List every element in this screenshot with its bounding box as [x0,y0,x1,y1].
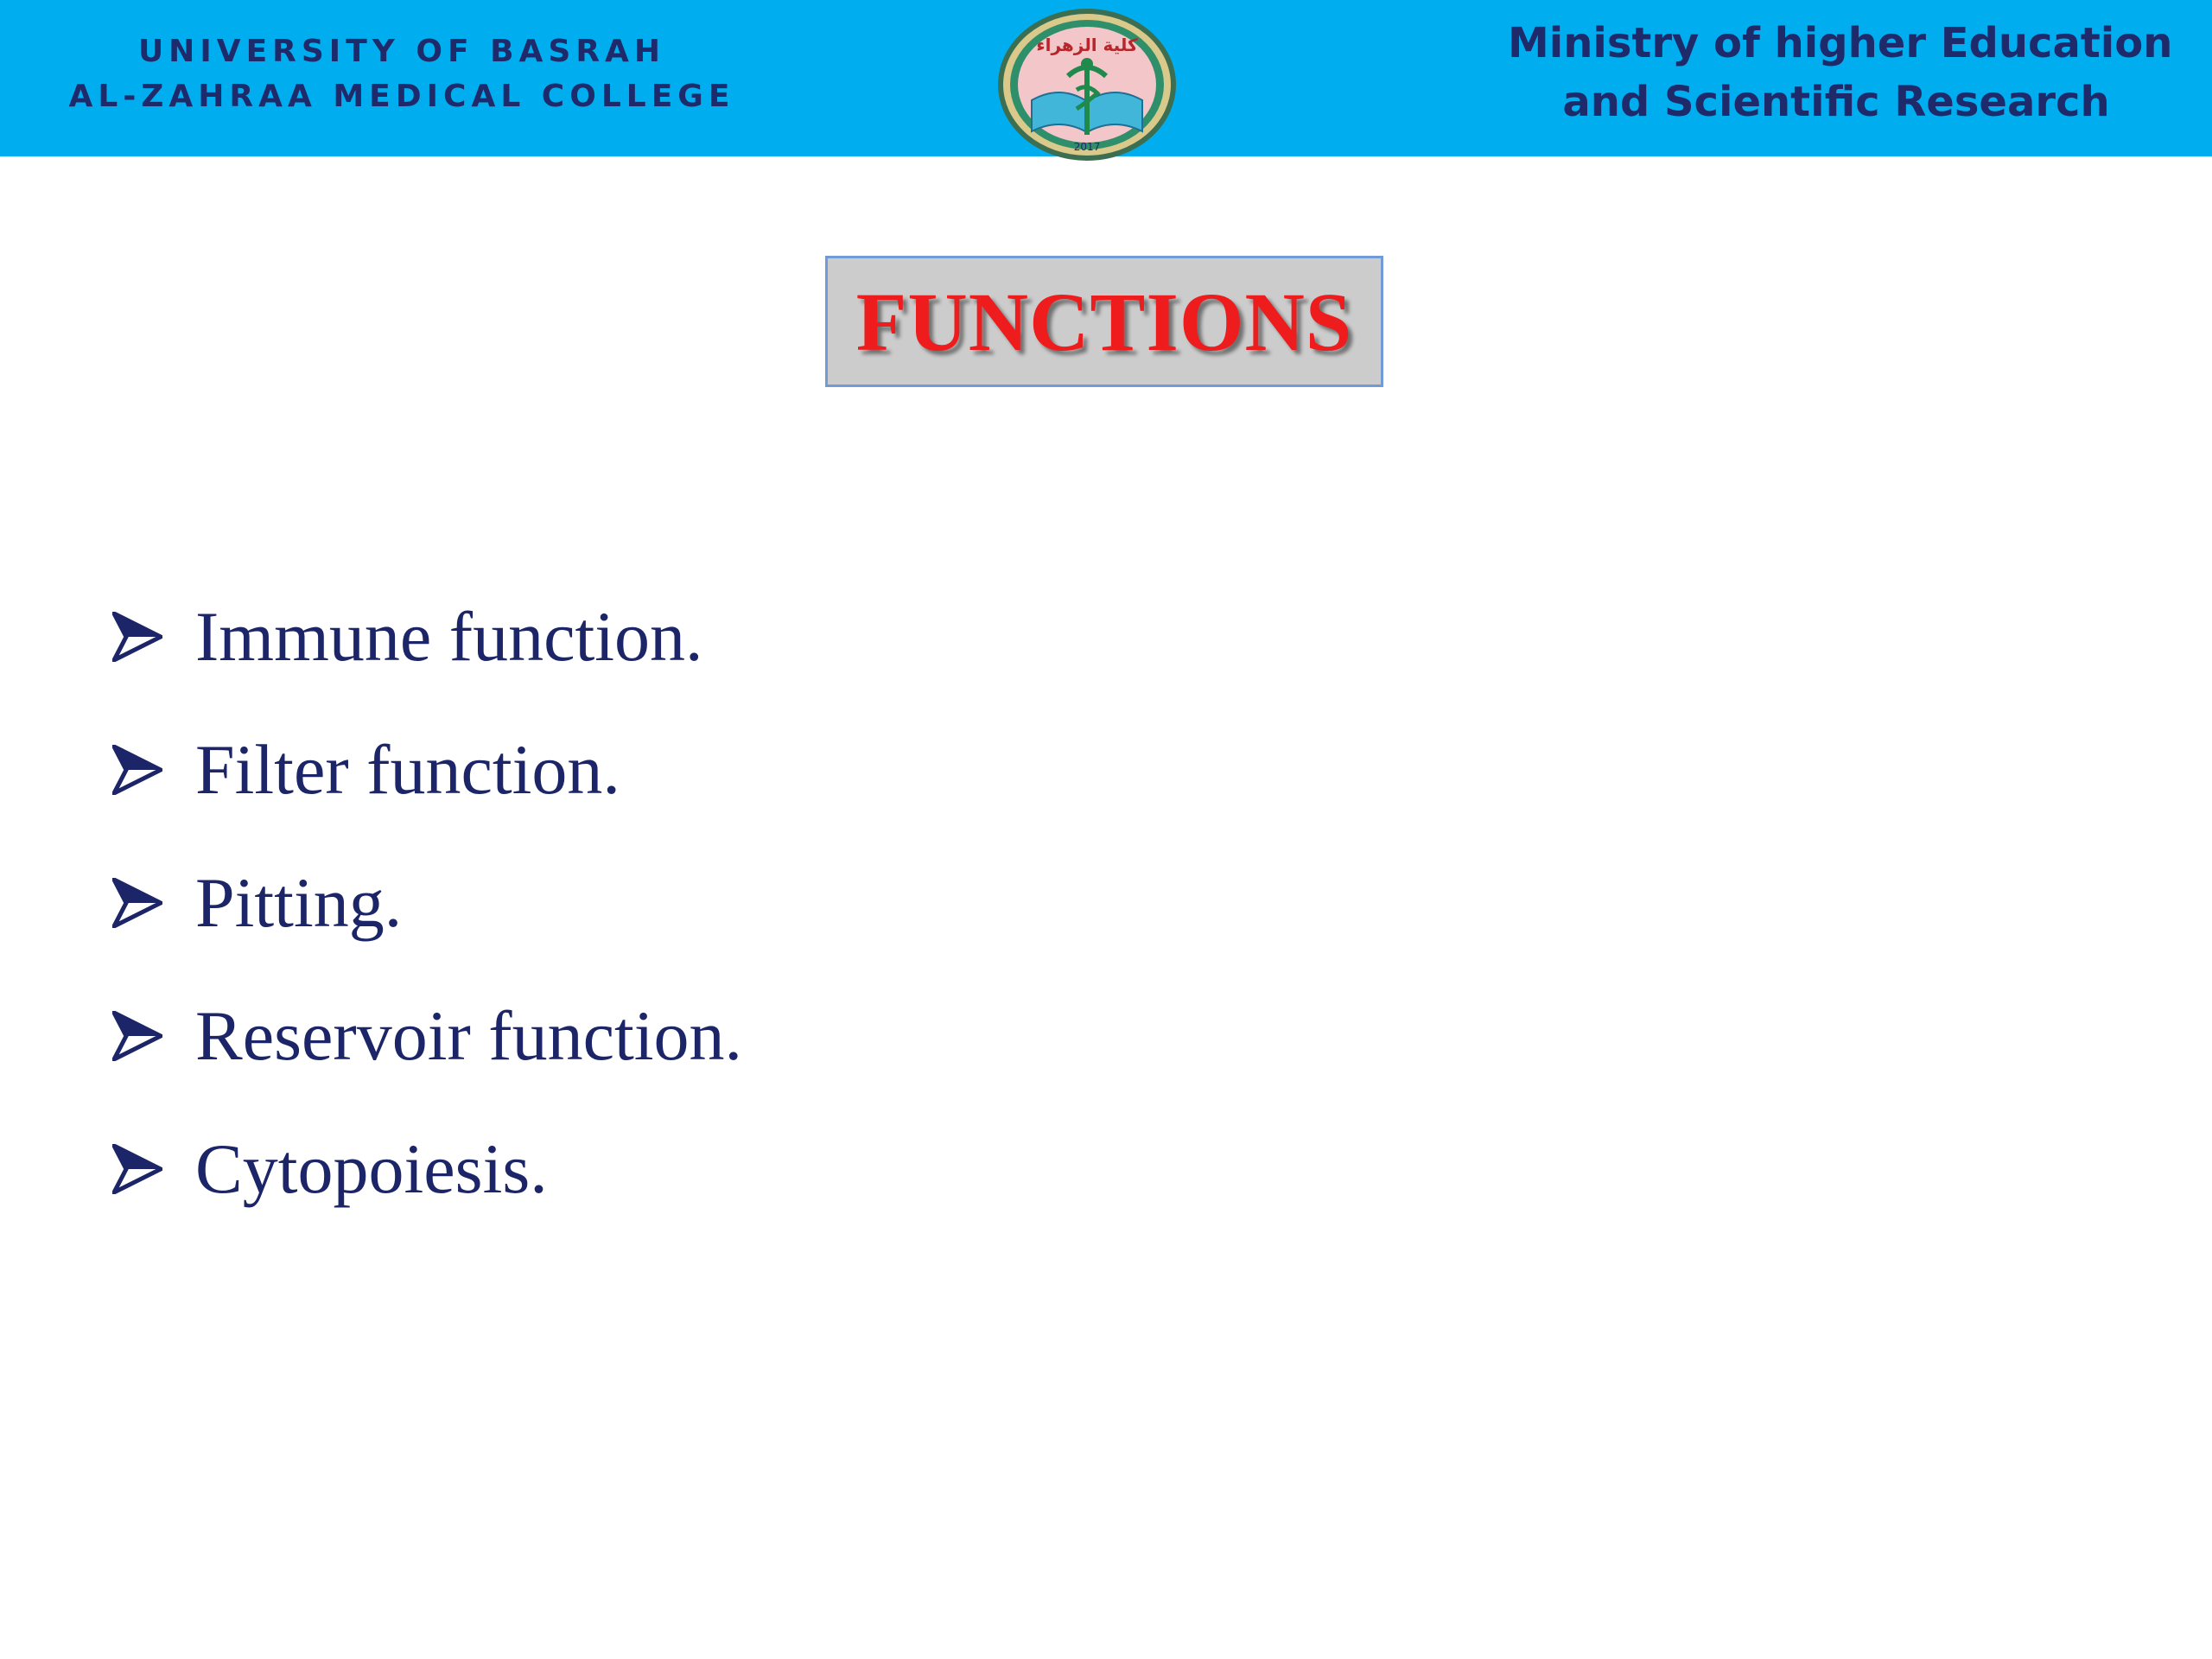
list-item [112,570,1668,703]
list-item-text: Pitting. [195,863,403,942]
arrow-bullet-icon [112,745,195,795]
list-item [112,836,1668,969]
ministry-line-2: and Scientific Research [1562,78,2110,126]
college-line: AL-ZAHRAA MEDICAL COLLEGE [68,79,735,114]
ministry-line-1: Ministry of higher Education [1508,19,2173,67]
list-item-text: Immune function. [195,597,703,676]
ministry-name [1508,14,2173,131]
list-item [112,969,1668,1103]
arrow-bullet-icon [112,1144,195,1194]
list-item-text: Reservoir function. [195,996,743,1075]
university-line: UNIVERSITY OF BASRAH [137,34,666,69]
slide-title: FUNCTIONS [855,275,1353,368]
svg-text:كلية الزهراء: كلية الزهراء [1036,35,1138,55]
college-seal-icon [995,3,1179,162]
svg-text:2017: 2017 [1073,141,1101,153]
university-name [48,29,756,119]
list-item-text: Filter function. [195,730,620,809]
arrow-bullet-icon [112,612,195,662]
bullet-list [112,570,1668,1236]
list-item [112,1103,1668,1236]
arrow-bullet-icon [112,878,195,928]
list-item-text: Cytopoiesis. [195,1129,548,1208]
arrow-bullet-icon [112,1011,195,1061]
title-box [825,256,1383,387]
list-item [112,703,1668,836]
